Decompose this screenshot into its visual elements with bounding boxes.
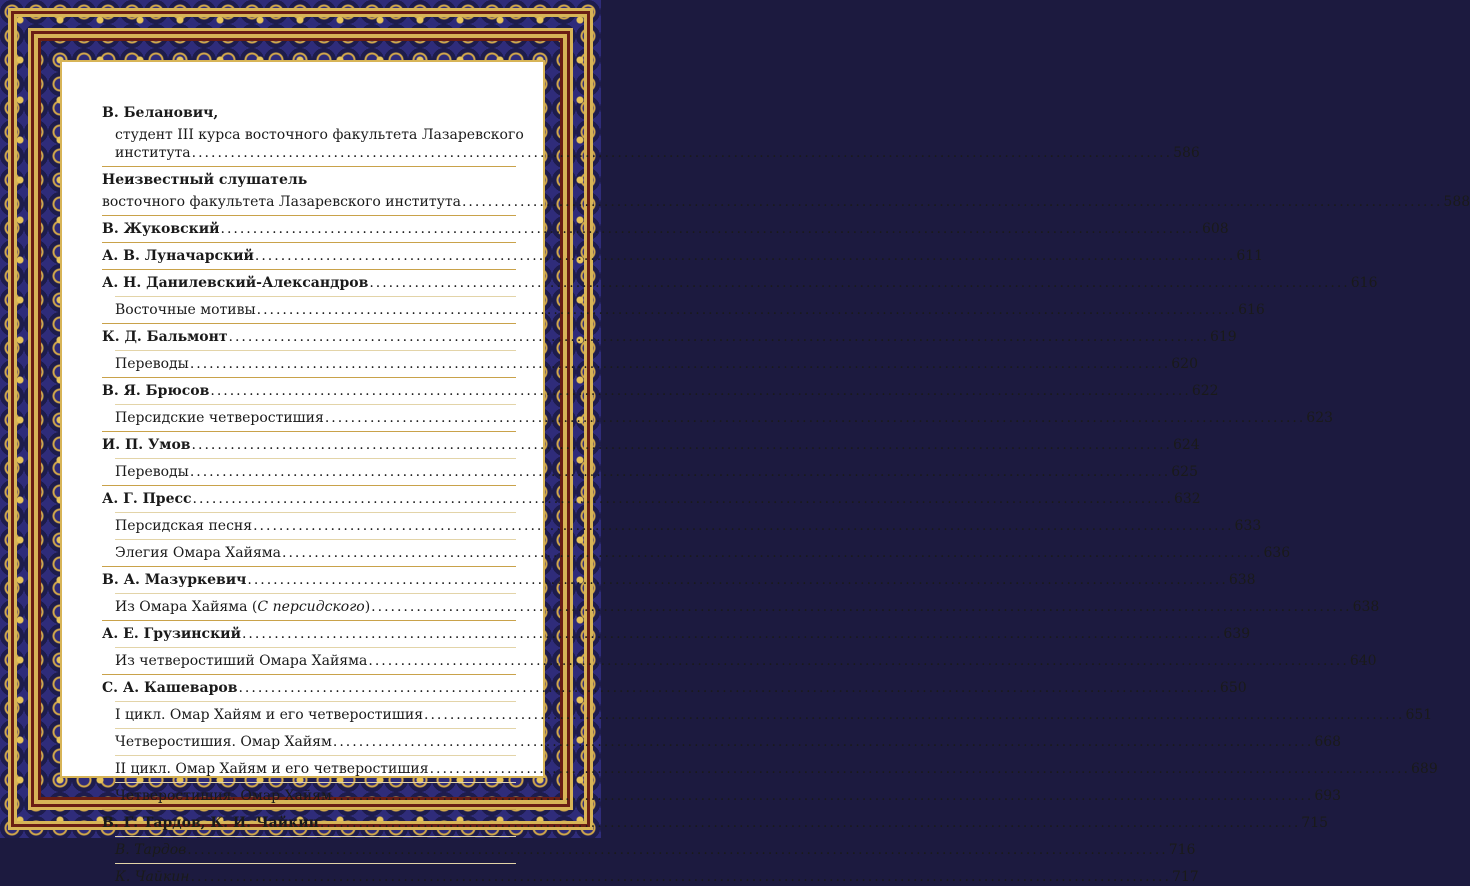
toc-author-unknown-listener: Неизвестный слушатель: [102, 172, 308, 188]
page-number: 716: [1168, 842, 1196, 858]
page-number: 611: [1236, 248, 1264, 264]
page-number: 633: [1234, 518, 1262, 534]
page-number: 668: [1314, 734, 1342, 750]
toc-work[interactable]: Персидская песня ..... 633: [102, 517, 516, 535]
toc-author[interactable]: А. Н. Данилевский-Александров ..... 616: [102, 274, 516, 292]
page-number: 638: [1352, 599, 1380, 615]
toc-line: студент III курса восточного факультета Лазаревского: [115, 127, 524, 143]
toc-author[interactable]: К. Д. Бальмонт ..... 619: [102, 328, 516, 346]
page-number: 650: [1219, 680, 1247, 696]
page-number: 639: [1223, 626, 1251, 642]
toc-work[interactable]: института ..... 586: [102, 144, 516, 162]
page-number: 588: [1443, 194, 1470, 210]
toc-work[interactable]: восточного факультета Лазаревского института ..... 588: [102, 193, 516, 211]
page-number: 715: [1301, 815, 1329, 831]
toc-author[interactable]: А. В. Луначарский ..... 611: [102, 247, 516, 265]
page-number: 586: [1173, 145, 1200, 161]
toc-work[interactable]: Из четверостиший Омара Хайяма ..... 640: [102, 652, 516, 670]
toc-author-belanovich: В. Беланович,: [102, 105, 219, 121]
toc-work[interactable]: Четверостишия. Омар Хайям ..... 668: [102, 733, 516, 751]
toc-work[interactable]: К. Чайкин ..... 717: [102, 868, 516, 886]
toc-author[interactable]: А. Г. Пресс ..... 632: [102, 490, 516, 508]
toc-work[interactable]: II цикл. Омар Хайям и его четверостишия ..... 689: [102, 760, 516, 778]
toc-author[interactable]: В. Жуковский ..... 608: [102, 220, 516, 238]
page-number: 616: [1238, 302, 1265, 318]
page-number: 636: [1263, 545, 1291, 561]
page-number: 717: [1171, 869, 1199, 885]
toc-work[interactable]: Персидские четверостишия ..... 623: [102, 409, 516, 427]
page-number: 693: [1314, 788, 1342, 804]
page-number: 625: [1171, 464, 1198, 480]
toc-work[interactable]: Из Омара Хайяма (С персидского) ..... 638: [102, 598, 516, 616]
toc-work[interactable]: Четверостишия. Омар Хайям ..... 693: [102, 787, 516, 805]
toc-author[interactable]: В. Г. Тардов, К. И. Чайкин ..... 715: [102, 814, 516, 832]
toc-author[interactable]: В. А. Мазуркевич ..... 638: [102, 571, 516, 589]
page-number: 632: [1173, 491, 1201, 507]
page-number: 622: [1191, 383, 1219, 399]
page-number: 640: [1349, 653, 1377, 669]
page-number: 608: [1201, 221, 1229, 237]
page-number: 619: [1209, 329, 1237, 345]
toc-work[interactable]: Восточные мотивы ..... 616: [102, 301, 516, 319]
toc-work[interactable]: Переводы ..... 625: [102, 463, 516, 481]
toc-work[interactable]: В. Тардов ..... 716: [102, 841, 516, 859]
page-number: 638: [1228, 572, 1256, 588]
page-number: 616: [1350, 275, 1378, 291]
toc-panel: [62, 62, 1470, 885]
page-number: 620: [1171, 356, 1198, 372]
table-of-contents: [102, 104, 1470, 886]
toc-author[interactable]: И. П. Умов ..... 624: [102, 436, 516, 454]
toc-work[interactable]: Элегия Омара Хайяма ..... 636: [102, 544, 516, 562]
toc-author[interactable]: А. Е. Грузинский ..... 639: [102, 625, 516, 643]
toc-work[interactable]: Переводы ..... 620: [102, 355, 516, 373]
page-number: 624: [1172, 437, 1200, 453]
toc-author[interactable]: В. Я. Брюсов ..... 622: [102, 382, 516, 400]
page-number: 689: [1411, 761, 1438, 777]
page-number: 623: [1306, 410, 1334, 426]
toc-work[interactable]: I цикл. Омар Хайям и его четверостишия ..... 651: [102, 706, 516, 724]
toc-author[interactable]: С. А. Кашеваров ..... 650: [102, 679, 516, 697]
page-number: 651: [1405, 707, 1433, 723]
